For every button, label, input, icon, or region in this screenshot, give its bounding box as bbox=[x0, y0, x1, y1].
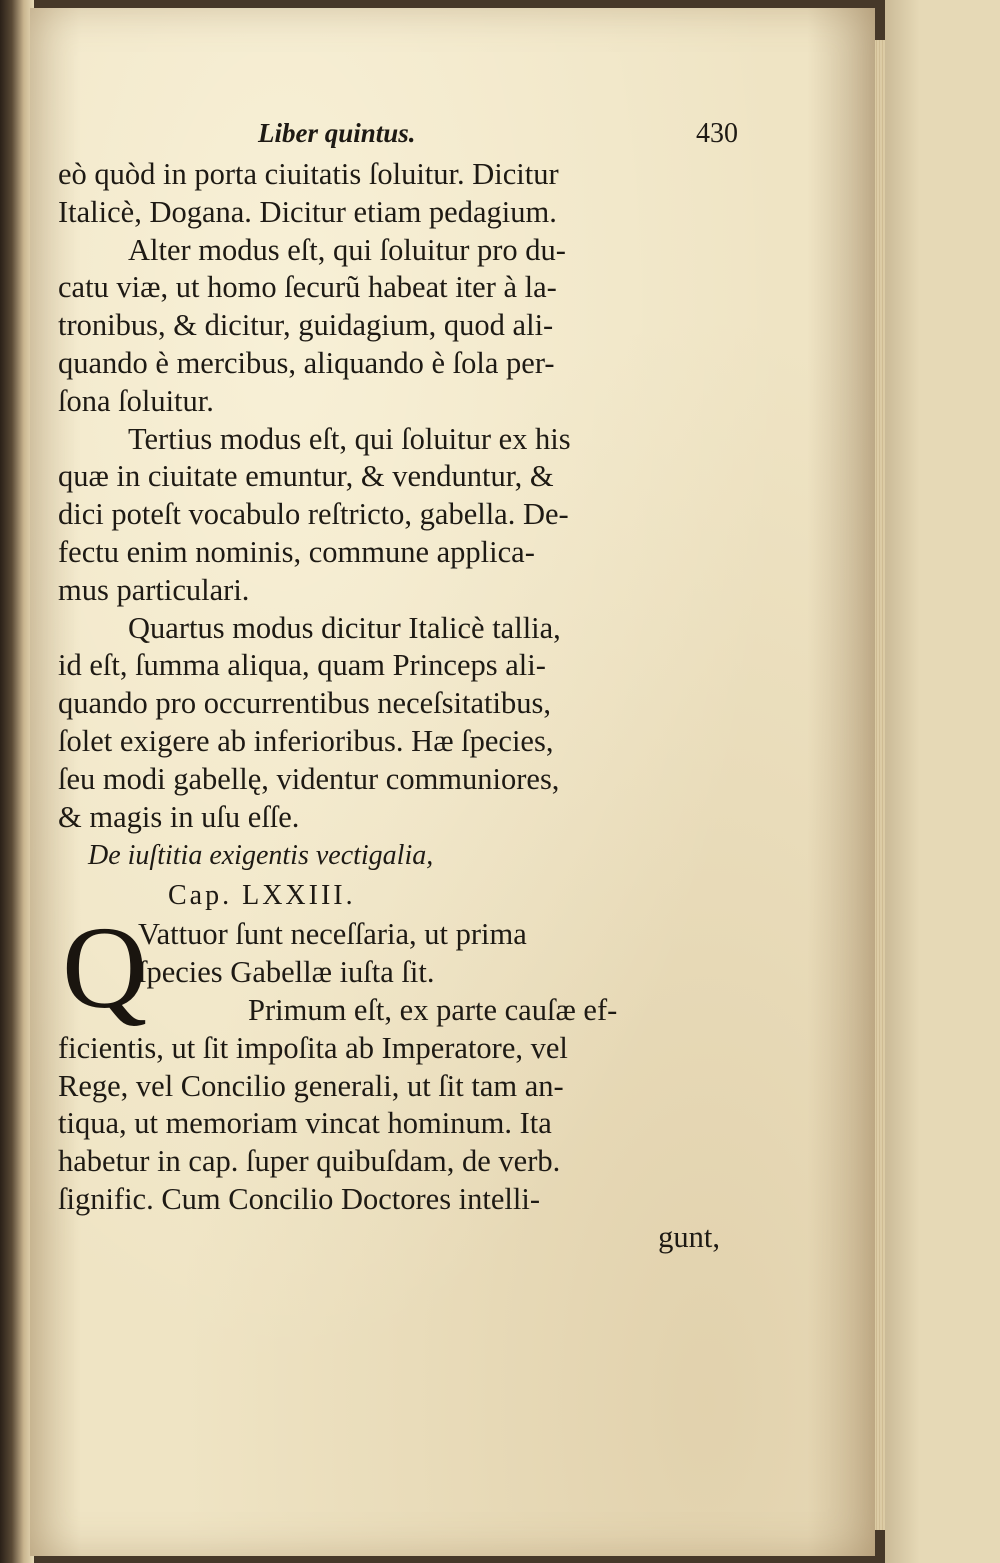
chapter-title: De iuſtitia exigentis vectigalia, bbox=[88, 840, 434, 872]
text-line: quando è mercibus, aliquando è ſola per- bbox=[58, 345, 555, 380]
text-line: tronibus, & dicitur, guidagium, quod ali- bbox=[58, 308, 554, 343]
text-line: dici poteſt vocabulo reſtricto, gabella. De- bbox=[58, 497, 569, 532]
right-margin-background bbox=[885, 0, 1000, 1563]
text-line: habetur in cap. ſuper quibuſdam, de verb. bbox=[58, 1144, 561, 1179]
text-line: & magis in uſu eſſe. bbox=[58, 799, 300, 834]
paragraph bbox=[58, 610, 738, 837]
running-head bbox=[58, 118, 738, 156]
running-head-title: Liber quintus. bbox=[258, 118, 416, 148]
text-line: ficientis, ut ſit impoſita ab Imperatore, vel bbox=[58, 1030, 568, 1065]
page-fore-edge bbox=[875, 40, 885, 1530]
paragraph bbox=[58, 156, 738, 232]
text-line: Primum eſt, ex parte cauſæ ef- bbox=[248, 992, 618, 1027]
chapter-heading bbox=[58, 836, 738, 916]
text-line: Alter modus eſt, qui ſoluitur pro du- bbox=[128, 232, 566, 267]
book-binding bbox=[0, 0, 34, 1563]
text-line: eò quòd in porta ciuitatis ſoluitur. Dicitur bbox=[58, 157, 559, 191]
text-line: id eſt, ſumma aliqua, quam Princeps ali- bbox=[58, 648, 546, 683]
text-line: fectu enim nominis, commune applica- bbox=[58, 534, 535, 569]
paragraph bbox=[58, 421, 738, 610]
paragraph bbox=[58, 992, 738, 1219]
text-line: ſona ſoluitur. bbox=[58, 383, 214, 418]
page-text bbox=[58, 118, 738, 1257]
text-line: ſolet exigere ab inferioribus. Hæ ſpecies, bbox=[58, 723, 554, 758]
text-line: Tertius modus eſt, qui ſoluitur ex his bbox=[128, 421, 571, 456]
catchword: gunt, bbox=[658, 1219, 720, 1254]
text-line: ſeu modi gabellę, videntur communiores, bbox=[58, 761, 560, 796]
paragraph bbox=[58, 232, 738, 421]
drop-cap-letter: Q bbox=[62, 902, 148, 1034]
text-line: Rege, vel Concilio generali, ut ſit tam an- bbox=[58, 1068, 564, 1103]
text-line: ſpecies Gabellæ iuſta ſit. bbox=[138, 955, 435, 990]
text-line: tiqua, ut memoriam vincat hominum. Ita bbox=[58, 1106, 552, 1141]
chapter-number: Cap. LXXIII. bbox=[168, 880, 356, 912]
text-line: Quartus modus dicitur Italicè tallia, bbox=[128, 610, 561, 645]
text-line: Italicè, Dogana. Dicitur etiam pedagium. bbox=[58, 194, 557, 229]
text-line: mus particulari. bbox=[58, 572, 250, 607]
text-line: catu viæ, ut homo ſecurũ habeat iter à la- bbox=[58, 270, 557, 305]
text-line: ſignific. Cum Concilio Doctores intelli- bbox=[58, 1181, 540, 1216]
folio-number: 430 bbox=[696, 118, 738, 149]
text-line: quæ in ciuitate emuntur, & venduntur, & bbox=[58, 459, 554, 494]
text-line: quando pro occurrentibus neceſsitatibus, bbox=[58, 686, 551, 721]
text-line: Vattuor ſunt neceſſaria, ut prima bbox=[138, 917, 527, 952]
